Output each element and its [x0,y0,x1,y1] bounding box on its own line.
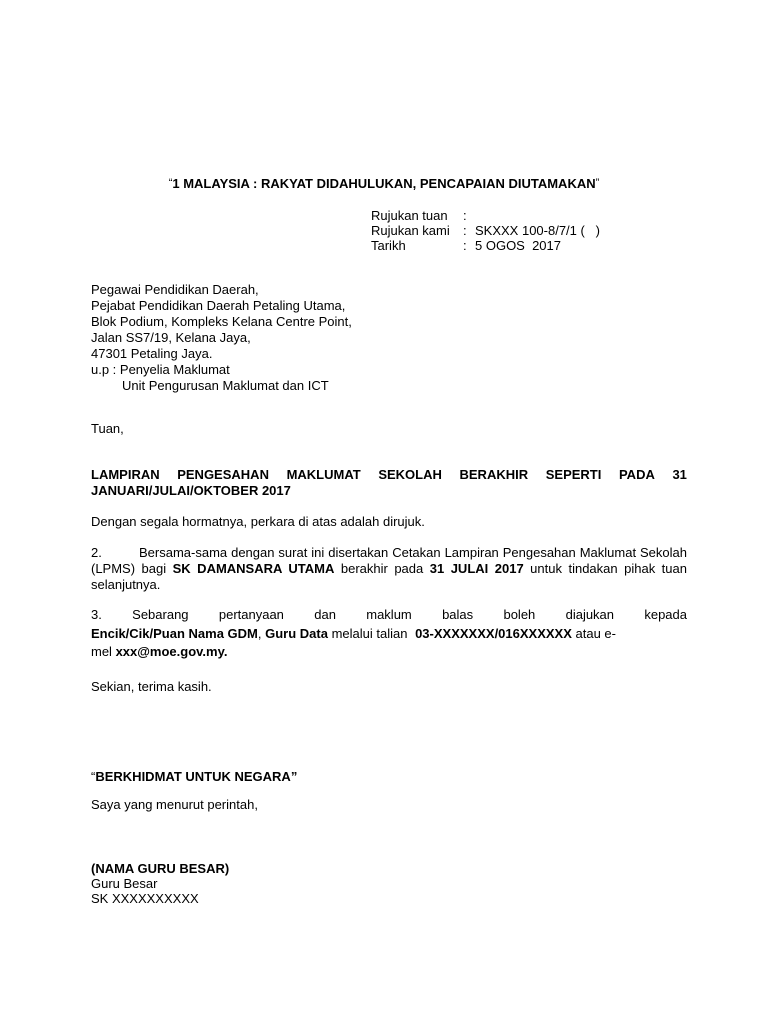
slogan [91,769,687,784]
slogan-open-quote: “ [91,769,96,784]
reference-value: 5 OGOS 2017 [475,238,561,253]
paragraph-text: mel [91,644,116,659]
reference-label: Tarikh [371,238,406,253]
contact-email: xxx@moe.gov.my. [115,644,228,659]
address-line: Blok Podium, Kompleks Kelana Centre Point, [91,314,352,329]
paragraph-3-line-2 [91,623,687,644]
motto-close-quote: ” [595,177,600,189]
paragraph-word: diajukan [565,607,615,622]
slogan-close-quote: ” [290,769,298,784]
slogan-text: BERKHIDMAT UNTUK NEGARA [95,769,291,784]
reference-block [371,208,600,253]
closing-line: Sekian, terima kasih. [91,679,212,694]
paragraph-number: 2. [91,545,102,560]
recipient-address [91,282,352,394]
subject-word: PADA [618,467,655,482]
motto-text: 1 MALAYSIA : RAKYAT DIDAHULUKAN, PENCAPAIAN DIUTAMAKAN [172,176,596,191]
signoff-line: Saya yang menurut perintah, [91,797,258,812]
paragraph-text: atau e- [571,626,616,641]
address-line: Jalan SS7/19, Kelana Jaya, [91,330,251,345]
reference-colon: : [463,223,467,238]
address-attention: u.p : Penyelia Maklumat [91,362,230,377]
subject-word: MAKLUMAT [286,467,361,482]
paragraph-word: boleh [503,607,536,622]
reference-row-rujukan-kami [371,223,600,238]
paragraph-word: pertanyaan [218,607,284,622]
paragraph-number-text: 3. [91,607,102,622]
subject-word: SEKOLAH [378,467,442,482]
paragraph-word: balas [442,607,474,622]
signatory-school: SK XXXXXXXXXX [91,891,199,906]
end-date: 31 JULAI 2017 [429,561,524,576]
paragraph-word: maklum [366,607,412,622]
subject-word: BERAKHIR [459,467,529,482]
paragraph-text: untuk tindakan pihak tuan selanjutnya. [91,561,687,592]
opening-line: Dengan segala hormatnya, perkara di atas adalah dirujuk. [91,514,425,529]
paragraph-word: Sebarang [132,607,189,622]
address-line: Pejabat Pendidikan Daerah Petaling Utama, [91,298,346,313]
reference-label: Rujukan kami [371,223,450,238]
address-line: 47301 Petaling Jaya. [91,346,213,361]
reference-colon: : [463,238,467,253]
motto-open-quote: “ [168,177,173,189]
reference-value: SKXXX 100-8/7/1 ( ) [475,223,601,238]
signature-block [91,861,687,906]
paragraph-text: berakhir pada [334,561,430,576]
address-line: Pegawai Pendidikan Daerah, [91,282,259,297]
subject-word: PENGESAHAN [177,467,269,482]
reference-label: Rujukan tuan [371,208,448,223]
paragraph-number [91,607,687,623]
salutation: Tuan, [91,421,124,436]
paragraph-word: kepada [644,607,687,622]
subject-line-2: JANUARI/JULAI/OKTOBER 2017 [91,483,291,498]
school-name: SK DAMANSARA UTAMA [172,561,335,576]
paragraph-3 [91,607,687,660]
subject [91,467,687,499]
paragraph-3-line-1 [91,607,687,623]
subject-word: SEPERTI [545,467,602,482]
paragraph-text: , [257,626,266,641]
contact-phone: 03-XXXXXXX/016XXXXXX [415,626,572,641]
contact-name: Encik/Cik/Puan Nama GDM [91,626,258,641]
subject-word: 31 [672,467,687,482]
reference-row-rujukan-tuan [371,208,600,223]
signatory-title: Guru Besar [91,876,158,891]
contact-role: Guru Data [265,626,328,641]
paragraph-text: melalui talian [327,626,412,641]
paragraph-text: Bersama-sama dengan surat ini disertakan Cetakan Lampiran Pengesahan Maklumat Sekolah (LPMS) bagi [91,545,687,576]
paragraph-2 [91,545,687,593]
reference-row-tarikh [371,238,600,253]
paragraph-3-line-3 [91,644,687,660]
motto [0,176,768,191]
address-attention-unit: Unit Pengurusan Maklumat dan ICT [122,378,329,393]
subject-word: LAMPIRAN [91,467,160,482]
reference-colon: : [463,208,467,223]
paragraph-word: dan [314,607,336,622]
signatory-name: (NAMA GURU BESAR) [91,861,230,876]
subject-line-1 [91,467,687,483]
